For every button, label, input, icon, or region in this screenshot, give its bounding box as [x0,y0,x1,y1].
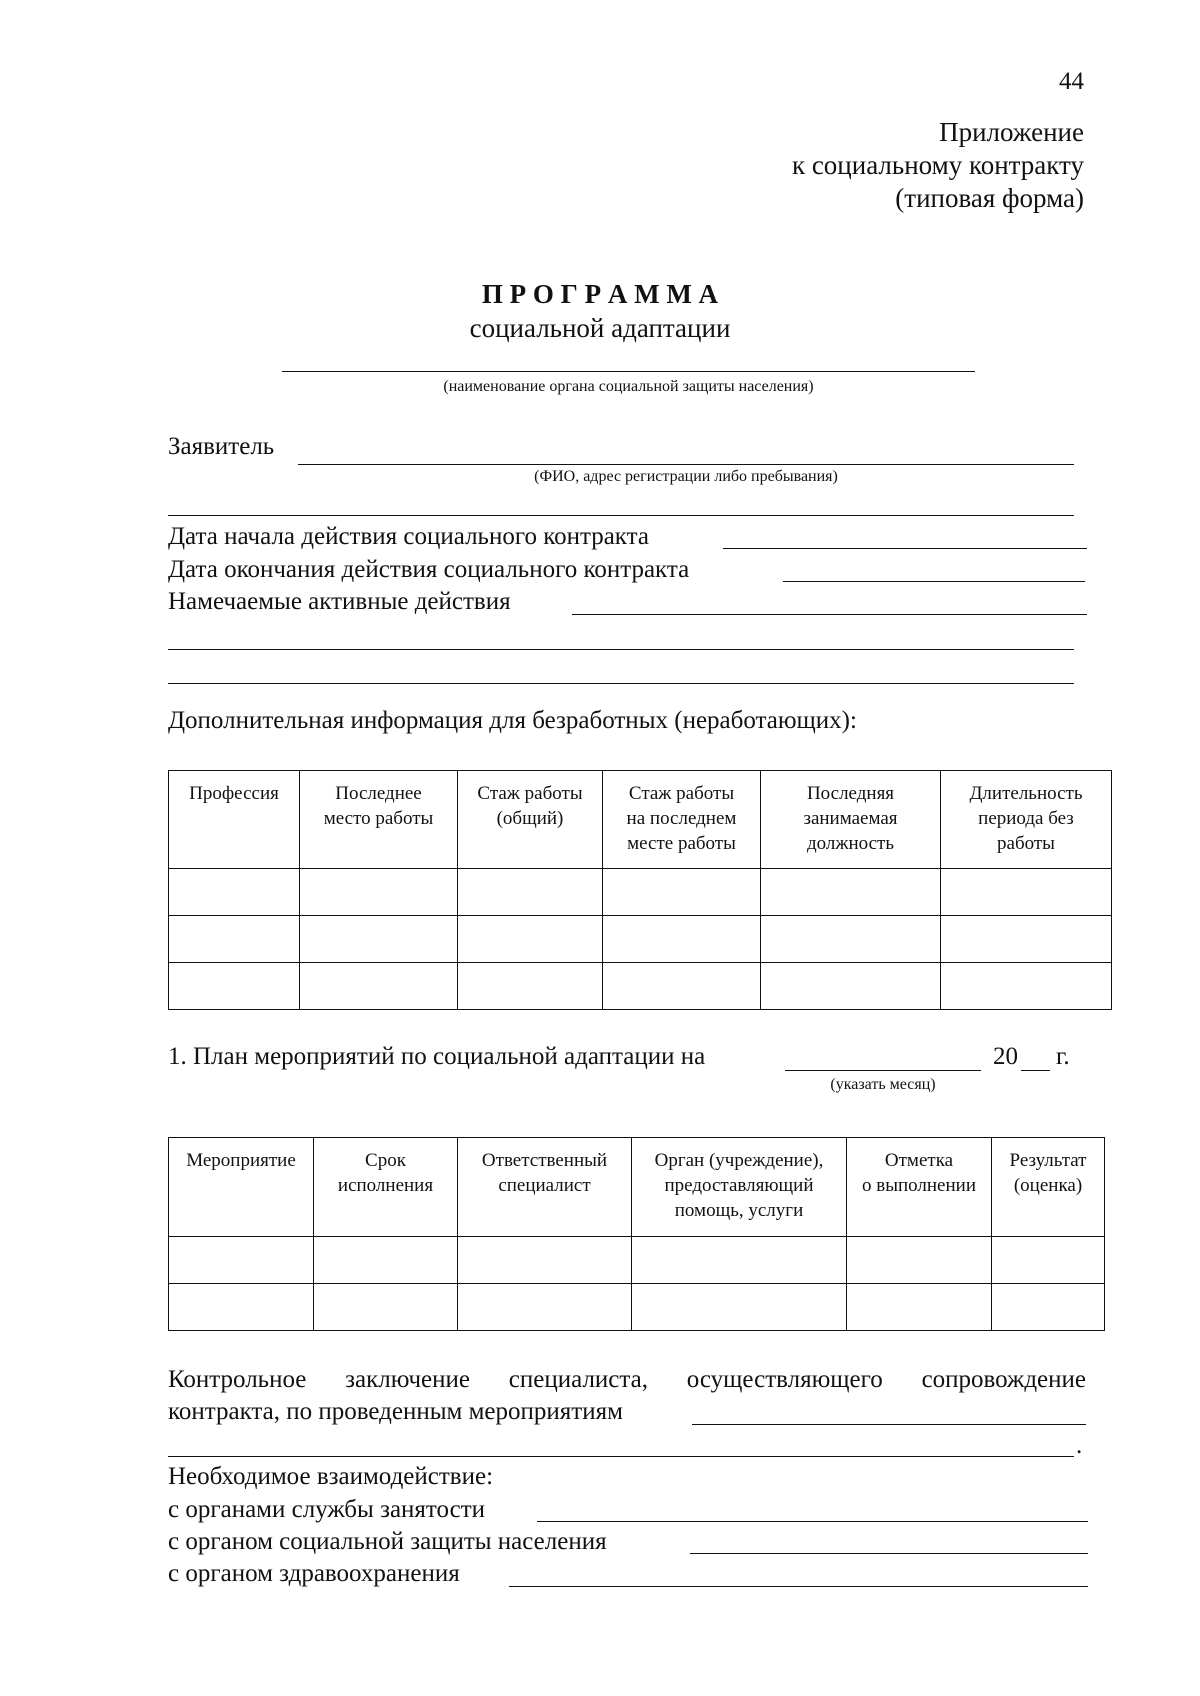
column-header-line: предоставляющий [664,1175,814,1196]
table-cell[interactable] [458,963,603,1010]
table-row [169,869,1112,916]
interaction-heading: Необходимое взаимодействие: [168,1463,494,1490]
interaction-employment-label: с органами службы занятости [168,1496,486,1523]
column-header-line: занимаемая [803,808,898,829]
plan-col-0 [169,1138,314,1237]
table-cell[interactable] [847,1284,992,1331]
table-cell[interactable] [458,869,603,916]
unemployed-col-4 [761,771,941,869]
table-cell[interactable] [169,1237,314,1284]
appendix-line-3: (типовая форма) [895,183,1084,213]
table-cell[interactable] [941,916,1112,963]
actions-label: Намечаемые активные действия [168,588,511,615]
column-header-line: (оценка) [1013,1175,1083,1196]
plan-header-row [169,1138,1105,1237]
table-row [169,963,1112,1010]
org-name-caption: (наименование органа социальной защиты населения) [443,378,814,395]
column-header-line: Стаж работы [477,783,583,804]
conclusion-line-2-underline[interactable] [168,1456,1074,1457]
appendix-line-1: Приложение [939,117,1084,147]
interaction-health-label: с органом здравоохранения [168,1560,460,1587]
contract-end-line[interactable] [783,581,1085,582]
applicant-label: Заявитель [168,433,275,460]
table-cell[interactable] [992,1284,1105,1331]
unemployed-heading: Дополнительная информация для безработных (неработающих): [168,707,857,734]
table-cell[interactable] [632,1284,847,1331]
actions-line-2[interactable] [168,649,1074,650]
table-cell[interactable] [458,1284,632,1331]
table-cell[interactable] [941,869,1112,916]
table-cell[interactable] [603,869,761,916]
table-cell[interactable] [603,916,761,963]
plan-col-3 [632,1138,847,1237]
document-title: П Р О Г Р А М М А [481,279,719,309]
contract-start-line[interactable] [723,548,1087,549]
plan-month-line[interactable] [785,1070,981,1071]
column-header-line: на последнем [626,808,737,829]
table-cell[interactable] [632,1237,847,1284]
interaction-health-line[interactable] [509,1586,1088,1587]
table-cell[interactable] [603,963,761,1010]
table-cell[interactable] [169,1284,314,1331]
column-header-line: Последнее [335,783,422,804]
table-cell[interactable] [314,1237,458,1284]
plan-year-prefix: 20 [993,1043,1018,1070]
column-header-line: о выполнении [862,1175,976,1196]
interaction-social-line[interactable] [690,1553,1088,1554]
table-cell[interactable] [458,916,603,963]
contract-end-label: Дата окончания действия социального контракта [168,556,690,583]
column-header-line: Орган (учреждение), [654,1150,824,1171]
column-header-line: Длительность [969,783,1083,804]
unemployed-col-5 [941,771,1112,869]
appendix-line-2: к социальному контракту [791,150,1084,180]
column-header-line: Результат [1009,1150,1087,1171]
table-row [169,1284,1105,1331]
unemployed-col-2 [458,771,603,869]
conclusion-line[interactable] [692,1424,1086,1425]
column-header-line: Профессия [189,783,279,804]
table-cell[interactable] [300,869,458,916]
table-cell[interactable] [992,1237,1105,1284]
unemployed-table [168,770,1112,1010]
conclusion-line-2: контракта, по проведенным мероприятиям [168,1398,623,1425]
page-number: 44 [1059,68,1084,95]
unemployed-col-1 [300,771,458,869]
table-cell[interactable] [314,1284,458,1331]
column-header-line: работы [997,833,1055,854]
column-header-line: (общий) [496,808,564,829]
column-header-line: Срок [365,1150,406,1171]
column-header-line: Стаж работы [628,783,735,804]
plan-month-caption: (указать месяц) [830,1076,936,1093]
table-cell[interactable] [169,963,300,1010]
org-name-line[interactable] [282,371,975,372]
table-row [169,1237,1105,1284]
column-header-line: помощь, услуги [674,1200,804,1221]
column-header-line: месте работы [627,833,736,854]
applicant-caption: (ФИО, адрес регистрации либо пребывания) [534,468,838,485]
column-header-line: Последняя [806,783,895,804]
column-header-line: специалист [498,1175,591,1196]
column-header-line: Отметка [884,1150,954,1171]
column-header-line: периода без [978,808,1074,829]
table-cell[interactable] [300,963,458,1010]
conclusion-line-1: Контрольное заключение специалиста, осуществляющего сопровождение [168,1366,1086,1393]
table-cell[interactable] [941,963,1112,1010]
plan-col-5 [992,1138,1105,1237]
unemployed-col-3 [603,771,761,869]
plan-table [168,1137,1105,1331]
column-header-line: место работы [323,808,434,829]
plan-year-line[interactable] [1021,1070,1050,1071]
table-cell[interactable] [761,916,941,963]
table-cell[interactable] [458,1237,632,1284]
table-cell[interactable] [300,916,458,963]
interaction-employment-line[interactable] [537,1521,1088,1522]
plan-col-2 [458,1138,632,1237]
applicant-line-2[interactable] [168,515,1074,516]
conclusion-period: . [1076,1432,1083,1459]
unemployed-col-0 [169,771,300,869]
contract-start-label: Дата начала действия социального контракта [168,523,649,550]
actions-line[interactable] [572,614,1087,615]
document-subtitle: социальной адаптации [469,313,731,343]
column-header-line: Мероприятие [186,1150,296,1171]
table-cell[interactable] [761,869,941,916]
plan-col-1 [314,1138,458,1237]
plan-year-suffix: г. [1056,1043,1070,1070]
applicant-line[interactable] [298,464,1074,465]
plan-heading: 1. План мероприятий по социальной адаптации на [168,1043,706,1070]
column-header-line: исполнения [337,1175,434,1196]
table-cell[interactable] [847,1237,992,1284]
column-header-line: должность [806,833,895,854]
plan-col-4 [847,1138,992,1237]
unemployed-header-row [169,771,1112,869]
table-cell[interactable] [169,916,300,963]
column-header-line: Ответственный [481,1150,608,1171]
table-row [169,916,1112,963]
actions-line-3[interactable] [168,683,1074,684]
table-cell[interactable] [169,869,300,916]
interaction-social-label: с органом социальной защиты населения [168,1528,607,1555]
table-cell[interactable] [761,963,941,1010]
